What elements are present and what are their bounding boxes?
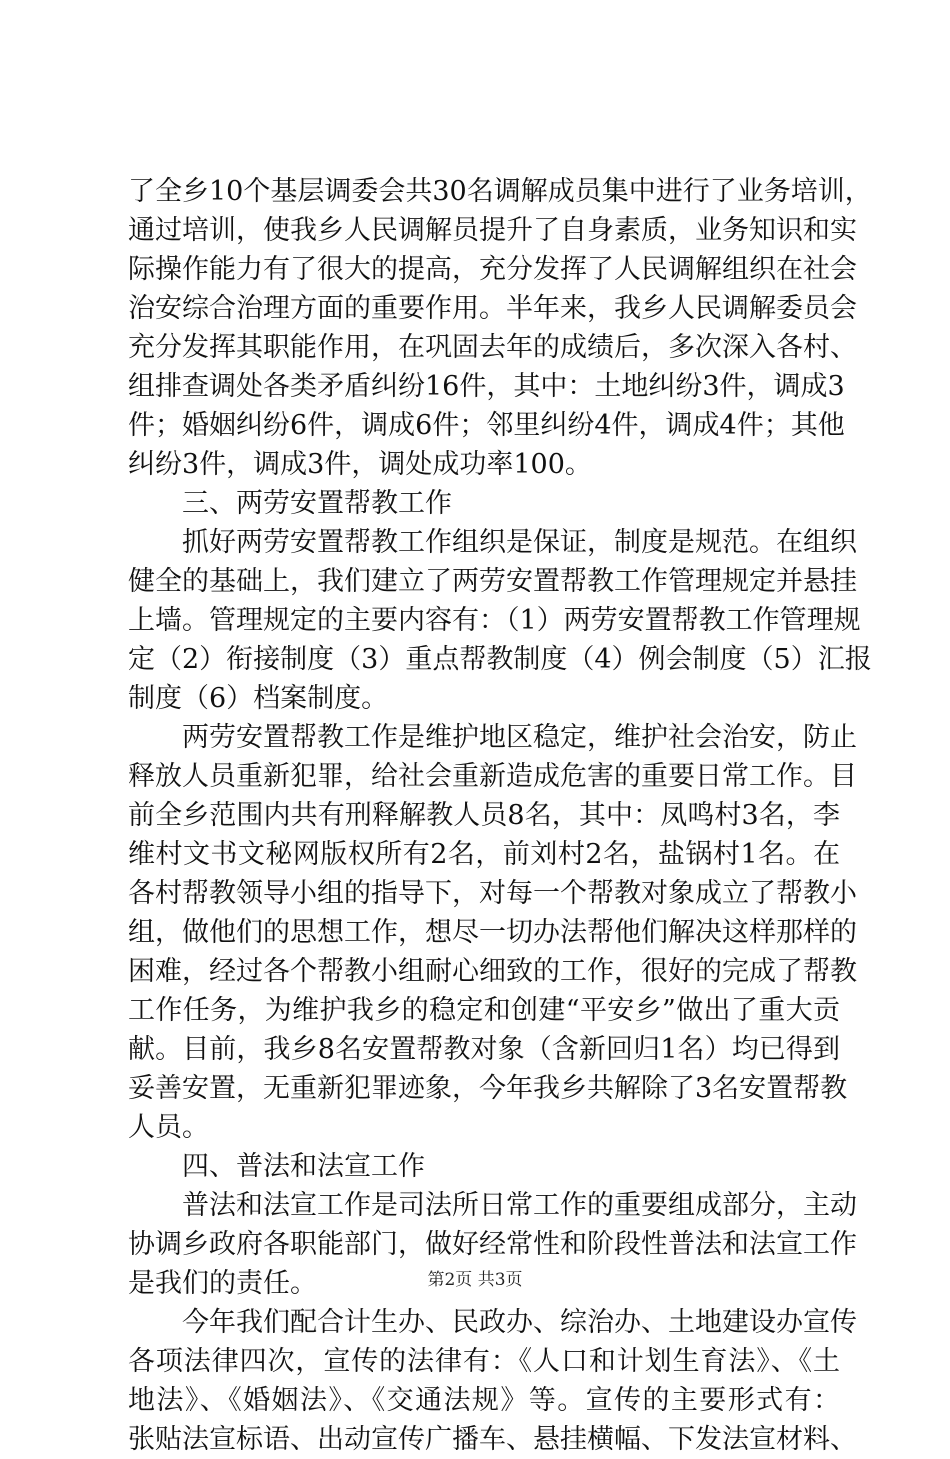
text-line: 今年我们配合计生办、民政办、综治办、土地建设办宣传 [128,1307,857,1338]
text-line: 前全乡范围内共有刑释解教人员8名，其中：凤鸣村3名，李 [128,800,840,831]
text-line: 各村帮教领导小组的指导下，对每一个帮教对象成立了帮教小 [128,878,857,909]
text-line: 纠纷3件，调成3件，调处成功率100。 [128,449,592,480]
text-line: 抓好两劳安置帮教工作组织是保证，制度是规范。在组织 [128,527,857,558]
text-line: 了全乡10个基层调委会共30名调解成员集中进行了业务培训， [128,176,872,207]
page-footer [0,1268,950,1292]
text-line: 各项法律四次，宣传的法律有：《人口和计划生育法》、《土 [128,1346,840,1377]
text-line: 两劳安置帮教工作是维护地区稳定，维护社会治安，防止 [128,722,857,753]
text-line: 协调乡政府各职能部门，做好经常性和阶段性普法和法宣工作 [128,1229,857,1260]
text-line: 献。目前，我乡8名安置帮教对象（含新回归1名）均已得到 [128,1034,840,1065]
text-line: 定（2）衔接制度（3）重点帮教制度（4）例会制度（5）汇报 [128,644,872,675]
page-number-label: 第2页 共3页 [427,1270,523,1290]
text-line: 张贴法宣标语、出动宣传广播车、悬挂横幅、下发法宣材料、 [128,1424,857,1455]
document-body [128,172,872,1459]
text-line: 维村文书文秘网版权所有2名，前刘村2名，盐锅村1名。在 [128,839,840,870]
text-line: 制度（6）档案制度。 [128,683,389,714]
text-line: 健全的基础上，我们建立了两劳安置帮教工作管理规定并悬挂 [128,566,857,597]
text-line: 工作任务，为维护我乡的稳定和创建“平安乡”做出了重大贡 [128,995,840,1026]
text-line: 释放人员重新犯罪，给社会重新造成危害的重要日常工作。目 [128,761,857,792]
text-line: 人员。 [128,1112,209,1143]
text-line: 地法》、《婚姻法》、《交通法规》等。宣传的主要形式有： [128,1385,840,1416]
section-heading: 三、两劳安置帮教工作 [128,488,452,519]
text-line: 是我们的责任。 [128,1268,317,1299]
text-line: 普法和法宣工作是司法所日常工作的重要组成部分，主动 [128,1190,857,1221]
text-line: 际操作能力有了很大的提高，充分发挥了人民调解组织在社会 [128,254,857,285]
text-line: 妥善安置，无重新犯罪迹象，今年我乡共解除了3名安置帮教 [128,1073,848,1104]
text-line: 组，做他们的思想工作，想尽一切办法帮他们解决这样那样的 [128,917,857,948]
text-line: 困难，经过各个帮教小组耐心细致的工作，很好的完成了帮教 [128,956,857,987]
text-line: 充分发挥其职能作用，在巩固去年的成绩后，多次深入各村、 [128,332,857,363]
section-heading: 四、普法和法宣工作 [128,1151,425,1182]
text-line: 通过培训，使我乡人民调解员提升了自身素质，业务知识和实 [128,215,857,246]
text-line: 件；婚姻纠纷6件，调成6件；邻里纠纷4件，调成4件；其他 [128,410,845,441]
text-line: 治安综合治理方面的重要作用。半年来，我乡人民调解委员会 [128,293,857,324]
text-line: 组排查调处各类矛盾纠纷16件，其中：土地纠纷3件，调成3 [128,371,845,402]
text-line: 上墙。管理规定的主要内容有：（1）两劳安置帮教工作管理规 [128,605,861,636]
